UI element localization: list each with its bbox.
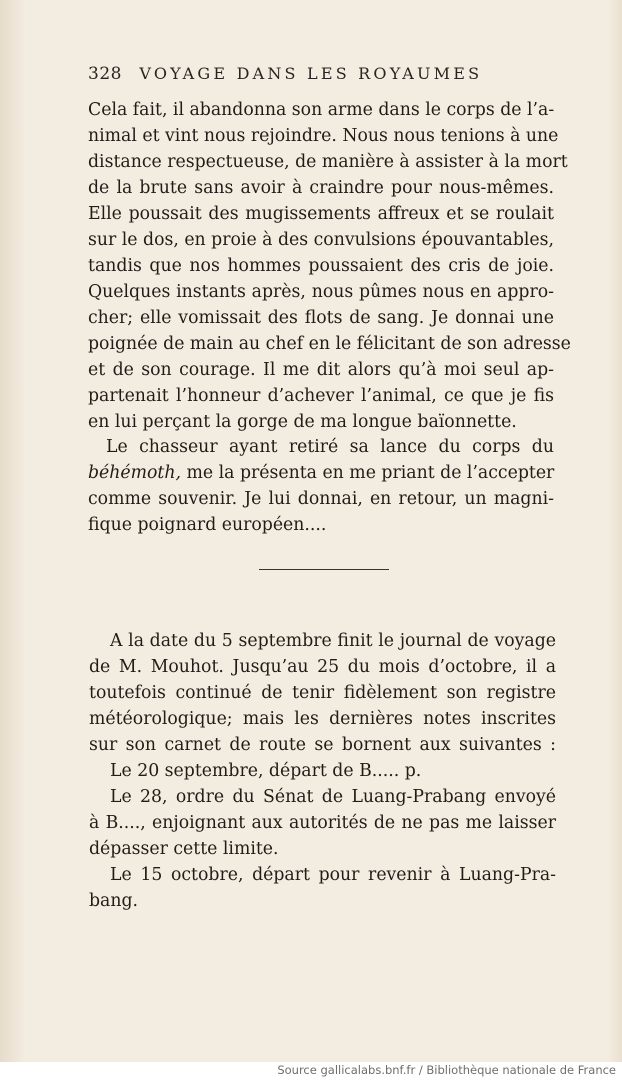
- note-line: sur son carnet de route se bornent aux suivantes :: [89, 735, 556, 755]
- body-line: en lui perçant la gorge de ma longue baïonnette.: [88, 412, 517, 432]
- body-line: de la brute sans avoir à craindre pour nous-mêmes.: [88, 178, 554, 198]
- body-line: Le chasseur ayant retiré sa lance du corps du: [106, 437, 554, 457]
- body-line: tandis que nos hommes poussaient des cris de joie.: [88, 256, 554, 276]
- body-line: et de son courage. Il me dit alors qu’à moi seul ap-: [88, 360, 554, 380]
- note-line: Le 20 septembre, départ de B..... p.: [110, 761, 422, 781]
- source-credit: Source gallicalabs.bnf.fr / Bibliothèque nationale de France: [277, 1063, 616, 1077]
- body-line: partenait l’honneur d’achever l’animal, ce que je fis: [88, 386, 554, 406]
- body-line: cher; elle vomissait des flots de sang. Je donnai une: [88, 308, 554, 328]
- note-line: A la date du 5 septembre finit le journal de voyage: [110, 631, 556, 651]
- page-number: 328: [88, 64, 122, 84]
- body-line: fique poignard européen....: [88, 515, 327, 535]
- body-line: poignée de main au chef en le félicitant de son adresse: [88, 334, 571, 354]
- note-line: météorologique; mais les dernières notes inscrites: [89, 709, 556, 729]
- body-line: nimal et vint nous rejoindre. Nous nous tenions à une: [88, 126, 559, 146]
- note-line: à B...., enjoignant aux autorités de ne pas me laisser: [89, 813, 556, 833]
- body-line: [88, 460, 554, 486]
- body-line: Quelques instants après, nous pûmes nous en appro-: [88, 282, 554, 302]
- running-head: VOYAGE DANS LES ROYAUMES: [139, 64, 483, 83]
- body-line: Elle poussait des mugissements affreux et se roulait: [88, 204, 554, 224]
- body-line-rest: me la présenta en me priant de l’accepter: [181, 463, 555, 483]
- note-line: Le 15 octobre, départ pour revenir à Luang-Pra-: [110, 865, 556, 885]
- body-line: sur le dos, en proie à des convulsions épouvantables,: [88, 230, 554, 250]
- body-line: Cela fait, il abandonna son arme dans le corps de l’a-: [88, 100, 555, 120]
- page-edge-right: [608, 0, 622, 1062]
- note-line: de M. Mouhot. Jusqu’au 25 du mois d’octobre, il a: [89, 657, 556, 677]
- note-line: toutefois continué de tenir fidèlement son registre: [89, 683, 556, 703]
- note-line: bang.: [89, 891, 139, 911]
- note-line: Le 28, ordre du Sénat de Luang-Prabang envoyé: [110, 787, 556, 807]
- section-divider: [259, 569, 389, 570]
- body-line: comme souvenir. Je lui donnai, en retour, un magni-: [88, 489, 554, 509]
- page-edge-left: [0, 0, 26, 1062]
- note-line: dépasser cette limite.: [89, 839, 279, 859]
- italic-word: béhémoth,: [88, 463, 182, 483]
- page-header: [88, 64, 558, 84]
- body-line: distance respectueuse, de manière à assister à la mort: [88, 152, 568, 172]
